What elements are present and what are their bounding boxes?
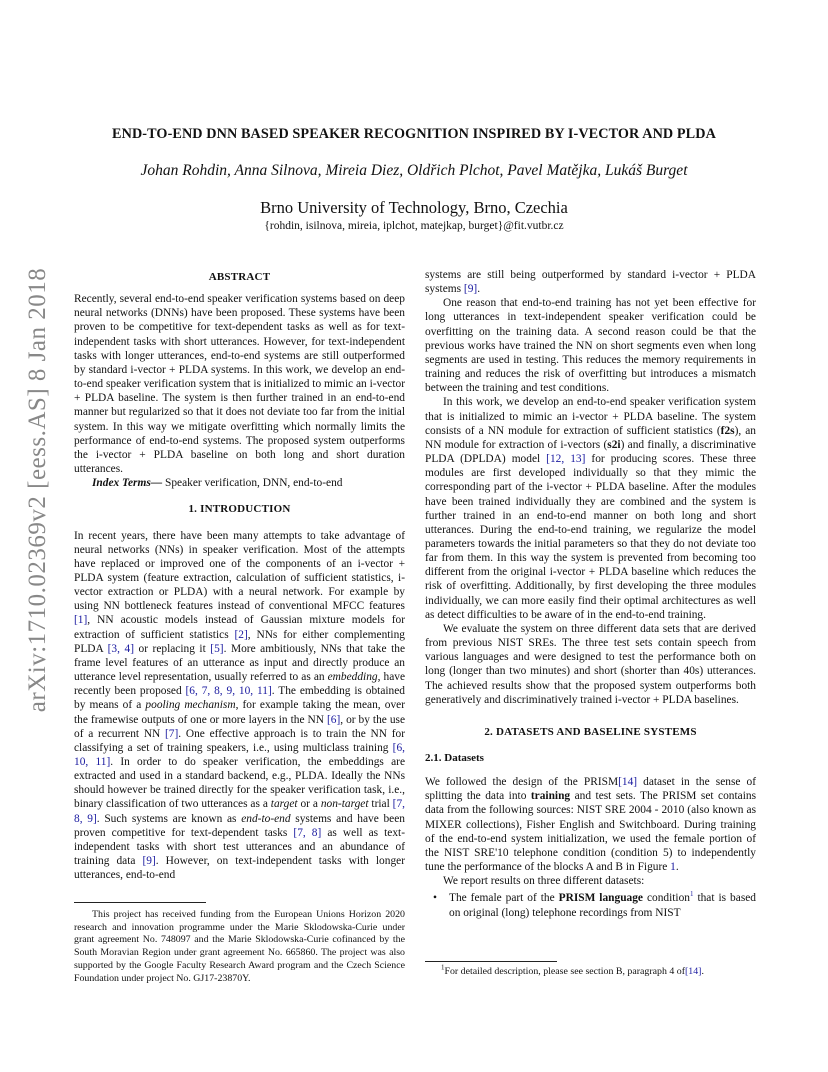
- citation-link[interactable]: [3, 4]: [107, 642, 134, 655]
- right-column: [425, 268, 756, 920]
- citation-link[interactable]: [2]: [234, 628, 248, 641]
- datasets-paragraph-2: We report results on three different datasets:: [443, 875, 645, 888]
- datasets-subheading: 2.1. Datasets: [425, 752, 484, 764]
- author-list: Johan Rohdin, Anna Silnova, Mireia Diez, Oldřich Plchot, Pavel Matějka, Lukáš Burget: [140, 162, 688, 179]
- citation-link[interactable]: [6, 10, 11]: [74, 741, 405, 768]
- footnote-link[interactable]: 1: [689, 890, 694, 899]
- abstract-heading: ABSTRACT: [208, 271, 271, 283]
- arxiv-sidebar: [18, 267, 58, 713]
- intro-paragraph-1-continued: systems are still being outperformed by standard i-vector + PLDA systems [9].: [425, 269, 756, 296]
- citation-link[interactable]: [12, 13]: [546, 453, 586, 466]
- bullet-icon: •: [433, 892, 437, 905]
- citation-link[interactable]: [7]: [165, 727, 179, 740]
- citation-link[interactable]: [7, 8, 9]: [74, 798, 405, 825]
- paper-title: END-TO-END DNN BASED SPEAKER RECOGNITION INSPIRED BY I-VECTOR AND PLDA: [112, 126, 716, 142]
- abstract-text: Recently, several end-to-end speaker verification systems based on deep neural networks (DNNs) have been proposed. These systems have been proven to be competitive for text-dependent tasks as well as for text-independent tasks with short utterances. However, for text-independent tasks with longer utterances, end-to-end systems are still outperformed by standard i-vector + PLDA systems. In this work, we develop an end-to-end speaker verification system that is initialized to mimic an i-vector + PLDA baseline. The system is then further trained in an end-to-end manner but regularized so that it does not deviate too far from the initial system. In this way we mitigate overfitting which normally limits the performance of end-to-end systems. The proposed system outperforms the i-vector + PLDA baseline on both long and short duration utterances.: [74, 293, 405, 476]
- list-item-text: The female part of the PRISM language condition$^1$ that is based on original (long) telephone recordings from NIST: [449, 890, 756, 919]
- citation-link[interactable]: [6]: [326, 713, 341, 726]
- intro-paragraph-3: In this work, we develop an end-to-end speaker verification system that is initialized to mimic an i-vector + PLDA baseline. The system consists of a NN module for extraction of sufficient statistics (f2s), an NN module for extraction of i-vectors (s2i) and finally, a discriminative PLDA (DPLDA) model [12, 13] for producing scores. These three modules are first developed individually so that they mimic the corresponding part of the i-vector + PLDA baseline. After the modules have been trained individually they are combined and the system is further trained in an end-to-end manner on both long and short utterances. During the end-to-end training, we regularize the model parameters towards the initial parameters so that they do not deviate too far from them. In this way the system is prevented from becoming too different from the original i-vector + PLDA baseline which reduces the risk of overfitting. Additionally, by first developing the three modules individually, we can more easily find their optimal architectures as well as detect difficulties to be aware of in the end-to-end training.: [425, 396, 756, 621]
- citation-link[interactable]: [6, 7, 8, 9, 10, 11]: [185, 685, 272, 698]
- funding-footnote: [74, 902, 405, 985]
- footnote-rule: [425, 961, 557, 962]
- intro-paragraph-4: We evaluate the system on three different data sets that are derived from previous NIST SREs. The three test sets contain speech from various languages and were designed to test the performance both on long (longer than two minutes) and short (shorter than 40s) utterances. The achieved results show that the proposed system outperforms both generatively and discriminatively trained i-vector + PLDA baselines.: [425, 622, 756, 706]
- citation-link[interactable]: [14]: [618, 776, 638, 789]
- list-item: [425, 891, 756, 919]
- author-emails: {rohdin, isilnova, mireia, iplchot, matejkap, burget}@fit.vutbr.cz: [264, 220, 564, 232]
- language-footnote-text: $^1$For detailed description, please see section B, paragraph 4 of[14].: [441, 963, 704, 977]
- arxiv-identifier[interactable]: arXiv:1710.02369v2 [eess.AS] 8 Jan 2018: [24, 267, 51, 713]
- intro-paragraph-1: In recent years, there have been many attempts to take advantage of neural networks (NNs) in speaker verification. Most of the attempts have replaced or improved one of the components of an i-vector + PLDA system (feature extraction, calculation of sufficient statistics, i-vector extraction or PLDA) with a neural network. For example by using NN bottleneck features instead of conventional MFCC features [1], NN acoustic models instead of Gaussian mixture models for extraction of sufficient statistics [2], NNs for either complementing PLDA [3, 4] or replacing it [5]. More ambitiously, NNs that take the frame level features of an utterance as input and directly produce an utterance level representation, usually referred to as an embedding, have recently been proposed [6, 7, 8, 9, 10, 11]. The embedding is obtained by means of a pooling mechanism, for example taking the mean, over the framewise outputs of one or more layers in the NN [6], or by the use of a recurrent NN [7]. One effective approach is to train the NN for classifying a set of training speakers, i.e., using multiclass training [6, 10, 11]. In order to do speaker verification, the embeddings are extracted and used in a standard backend, e.g., PLDA. Ideally the NNs should however be trained directly for the speaker verification task, i.e., binary classification of two utterances as a target or a non-target trial [7, 8, 9]. Such systems are known as end-to-end systems and have been proven competitive for text-dependent tasks [7, 8] as well as text-independent tasks with short test utterances and an abundance of training data [9]. However, on text-independent tasks with longer utterances, end-to-end: [74, 529, 406, 882]
- left-column: [74, 270, 405, 882]
- index-terms-label: Index Terms—: [92, 477, 163, 490]
- language-footnote: [425, 961, 756, 979]
- citation-link[interactable]: [1]: [74, 614, 88, 627]
- citation-link[interactable]: [7, 8]: [293, 826, 322, 839]
- intro-heading: 1. INTRODUCTION: [188, 503, 291, 516]
- citation-link[interactable]: [9]: [142, 855, 156, 868]
- index-terms: [74, 476, 405, 490]
- datasets-heading: 2. DATASETS AND BASELINE SYSTEMS: [484, 725, 697, 738]
- intro-paragraph-2: One reason that end-to-end training has not yet been effective for long utterances in text-independent speaker verification could be overfitting on the training data. A second reason could be that the previous works have trained the NN on short segments even when long segments are used in testing. This reduces the memory requirements in training and reduces the risk of overfitting but introduces a mismatch between the training and test conditions.: [425, 297, 756, 395]
- footnote-rule: [74, 902, 206, 903]
- citation-link[interactable]: [9]: [463, 283, 478, 296]
- figure-link[interactable]: 1: [670, 861, 676, 874]
- funding-footnote-text: This project has received funding from the European Unions Horizon 2020 research and innovation programme under the Marie Sklodowska-Curie under grant agreement No. 748097 and the Marie Sklodowska-Curie cofinanced by the South Moravian Region under grant agreement No. 665860. The project was also supported by the Google Faculty Research Award program and the Czech Science Foundation under project No. GJ17-23870Y.: [74, 909, 405, 984]
- citation-link[interactable]: [14]: [685, 966, 702, 977]
- affiliation: Brno University of Technology, Brno, Czechia: [260, 198, 568, 217]
- index-terms-text: Speaker verification, DNN, end-to-end: [165, 477, 343, 490]
- citation-link[interactable]: [5]: [210, 642, 224, 655]
- datasets-paragraph-1: We followed the design of the PRISM[14] dataset in the sense of splitting the data into training and test sets. The PRISM set contains data from the following sources: NIST SRE 2004 - 2010 (also known as MIXER collections), Fisher English and Switchboard. During training of the end-to-end system initialization, we used the female portion of the NIST SRE'10 telephone condition (condition 5) to independently tune the performance of the blocks A and B in Figure 1.: [425, 776, 756, 874]
